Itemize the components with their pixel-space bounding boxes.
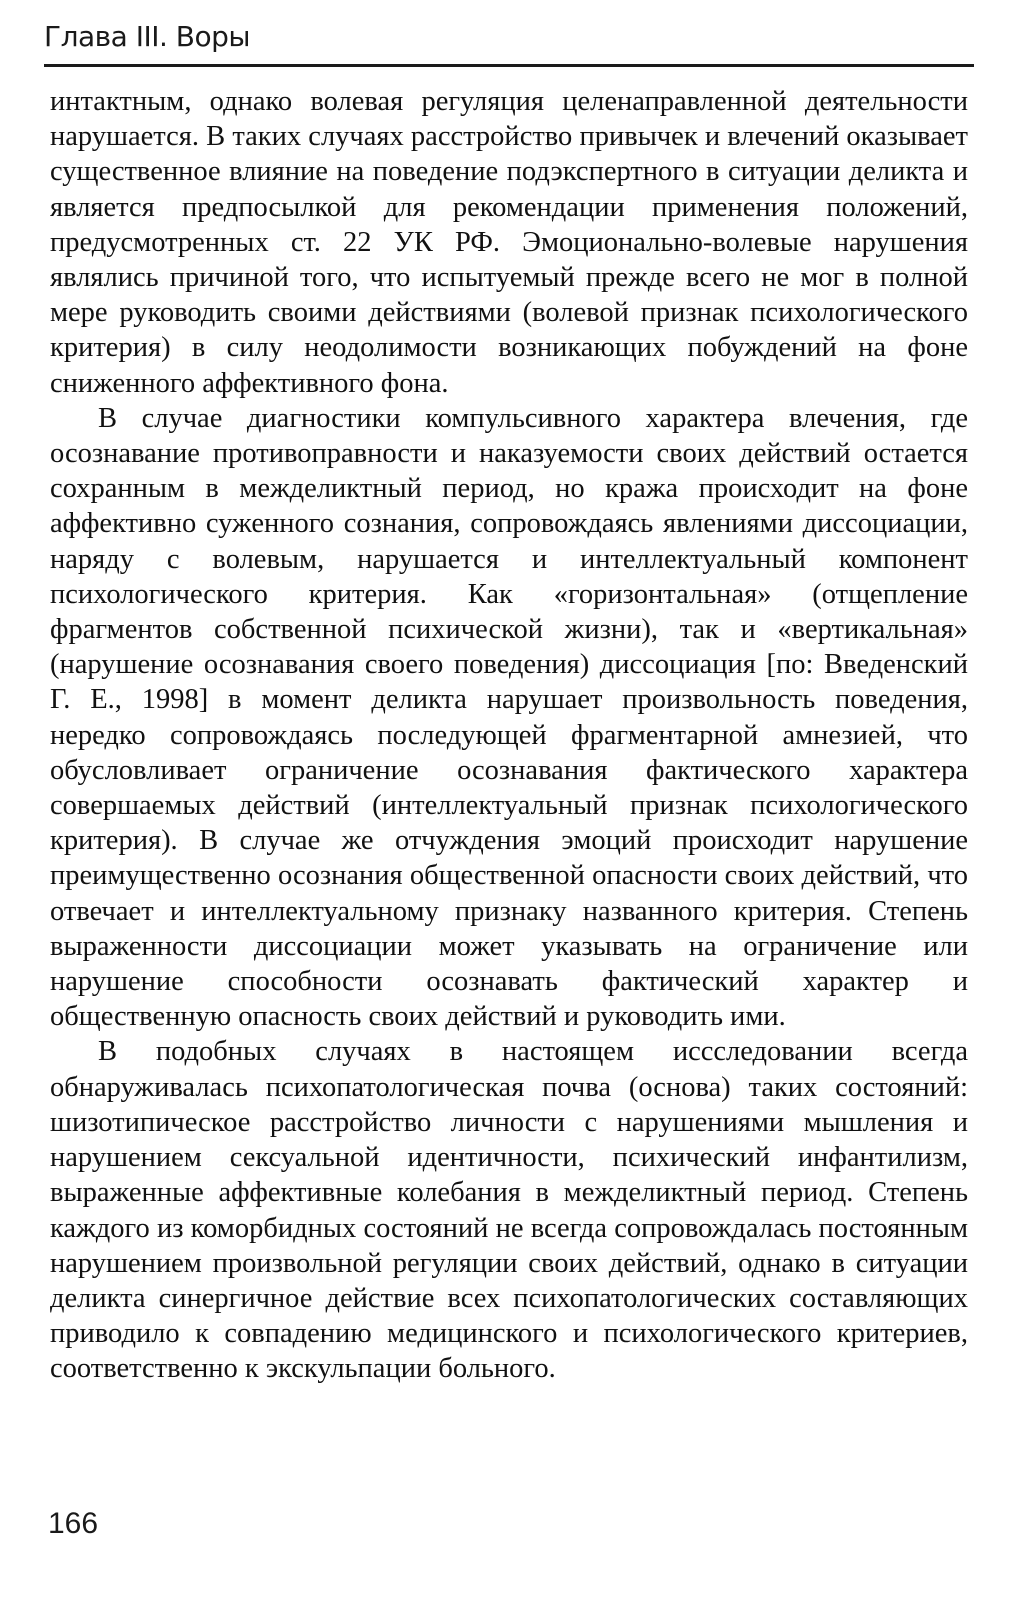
paragraph: В подобных случаях в настоящем иссследовании всегда обнаруживалась психопатологическая почва (основа) таких состояний: шизотипическое расстройство личности с нарушениями мышления и нарушением сексуальной идентичности, психический инфантилизм, выраженные аффективные колебания в межделиктный период. Степень каждого из коморбидных состояний не всегда сопровождалась постоянным нарушением произвольной регуляции своих действий, однако в ситуации деликта синергичное действие всех психопатологических составляющих приводило к совпадению медицинского и психологического критериев, соответственно к экскульпации больного. — [50, 1036, 968, 1385]
header-rule — [44, 64, 974, 67]
paragraph-continued: интактным, однако волевая регуляция целенаправленной деятельности нарушается. В таких случаях расстройство привычек и влечений оказывает существенное влияние на поведение подэкспертного в ситуации деликта и является предпосылкой для рекомендации применения положений, предусмотренных ст. 22 УК РФ. Эмоционально-волевые нарушения являлись причиной того, что испытуемый прежде всего не мог в полной мере руководить своими действиями (волевой признак психологического критерия) в силу неодолимости возникающих побуждений на фоне сниженного аффективного фона. — [50, 86, 968, 399]
body-text — [50, 84, 968, 1387]
running-head: Глава III. Воры — [44, 20, 250, 53]
page-number: 166 — [48, 1507, 99, 1540]
paragraph: В случае диагностики компульсивного характера влечения, где осознавание противоправности и наказуемости своих действий остается сохранным в межделиктный период, но кража происходит на фоне аффективно суженного сознания, сопровождаясь явлениями диссоциации, наряду с волевым, нарушается и интеллектуальный компонент психологического критерия. Как «горизонтальная» (отщепление фрагментов собственной психической жизни), так и «вертикальная» (нарушение осознавания своего поведения) диссоциация [по: Введенский Г. Е., 1998] в момент деликта нарушает произвольность поведения, нередко сопровождаясь последующей фрагментарной амнезией, что обусловливает ограничение осознавания фактического характера совершаемых действий (интеллектуальный признак психологического критерия). В случае же отчуждения эмоций происходит нарушение преимущественно осознания общественной опасности своих действий, что отвечает и интеллектуальному признаку названного критерия. Степень выраженности диссоциации может указывать на ограничение или нарушение способности осознавать фактический характер и общественную опасность своих действий и руководить ими. — [50, 402, 968, 1033]
